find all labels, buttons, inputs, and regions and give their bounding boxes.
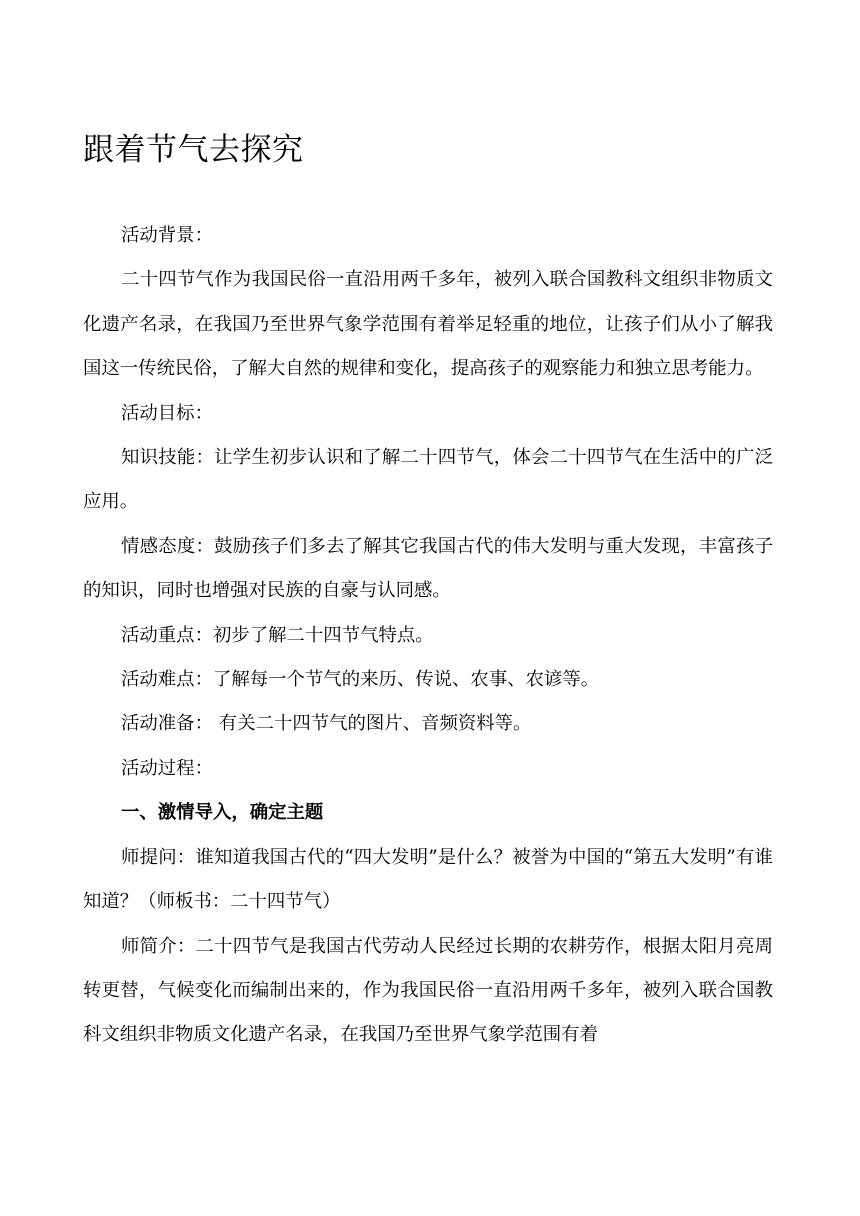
paragraph-background-text: 二十四节气作为我国民俗一直沿用两千多年，被列入联合国教科文组织非物质文化遗产名录，在我国乃至世界气象学范围有着举足轻重的地位，让孩子们从小了解我国这一传统民俗，了解大自然的规律和变化，提高孩子的观察能力和独立思考能力。 (83, 269, 773, 380)
paragraph-background-heading: 活动背景： (121, 225, 213, 246)
paragraph-teacher-question: 师提问：谁知道我国古代的“四大发明”是什么？被誉为中国的“第五大发明”有谁知道？（师板书：二十四节气） (83, 846, 773, 913)
paragraph-process-heading: 活动过程： (121, 757, 213, 779)
document-body (83, 214, 773, 1058)
paragraph-preparation: 活动准备： 有关二十四节气的图片、音频资料等。 (121, 713, 532, 735)
paragraph-emotion-attitude: 情感态度：鼓励孩子们多去了解其它我国古代的伟大发明与重大发现，丰富孩子的知识，同时也增强对民族的自豪与认同感。 (83, 535, 773, 602)
section-heading-introduction: 一、激情导入，确定主题 (121, 802, 324, 824)
paragraph-goals-heading: 活动目标： (121, 402, 213, 424)
paragraph-key-points: 活动重点：初步了解二十四节气特点。 (121, 624, 434, 646)
document-title: 跟着节气去探究 (83, 132, 304, 168)
paragraph-teacher-intro: 师简介：二十四节气是我国古代劳动人民经过长期的农耕劳作，根据太阳月亮周转更替，气候变化而编制出来的，作为我国民俗一直沿用两千多年，被列入联合国教科文组织非物质文化遗产名录，在我国乃至世界气象学范围有着 (83, 935, 773, 1046)
paragraph-knowledge-skills: 知识技能：让学生初步认识和了解二十四节气，体会二十四节气在生活中的广泛应用。 (83, 447, 773, 513)
paragraph-difficulties: 活动难点：了解每一个节气的来历、传说、农事、农谚等。 (121, 669, 600, 691)
